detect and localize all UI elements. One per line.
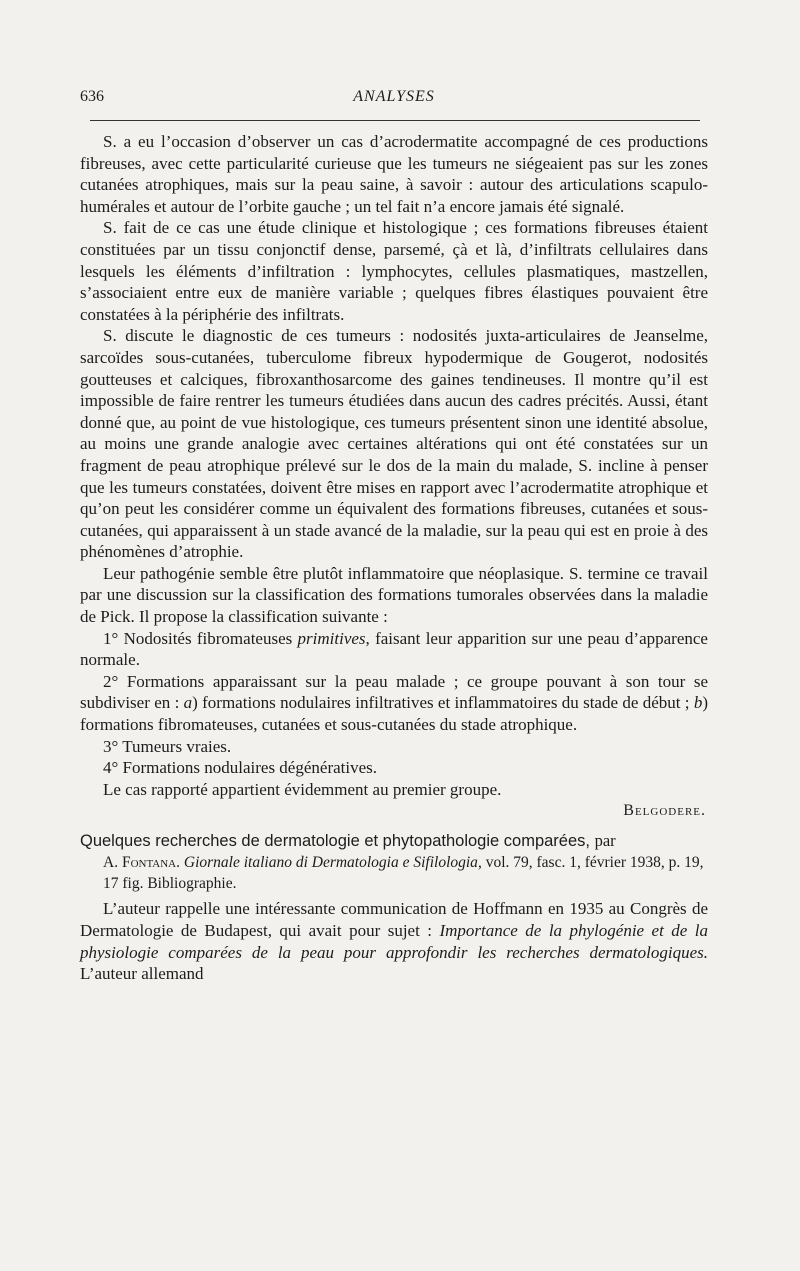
classification-item-2: 2° Formations apparaissant sur la peau malade ; ce groupe pouvant à son tour se subdiviser en : a) formations nodulaires infiltratives et inflammatoires du stade de début ; b) formations fibromateuses, cutanées et sous-cutanées du stade atrophique. [80,671,709,735]
journal: Giornale italiano di Dermatologia e Sifilologia [183,854,478,872]
paragraph: S. fait de ce cas une étude clinique et histologique ; ces formations fibreuses étaient constituées par un tissu conjonctif dense, parsemé, çà et là, d’infiltrats cellulaires dans lesquels les éléments d’infiltration : lymphocytes, cellules plasmatiques, mastzellen, s’associaient entre eux de manière variable ; quelques fibres élastiques pouvaient être constatées à la périphérie des infiltrats. [80,218,708,324]
classification-item-3: 3° Tumeurs vraies. [103,736,232,756]
classification-item-1: 1° Nodosités fibromateuses primitives, faisant leur apparition sur une peau d’apparence normale. [80,628,708,670]
paragraph: S. discute le diagnostic de ces tumeurs : nodosités juxta-articulaires de Jeanselme, sarcoïdes sous-cutanées, tuberculome fibreux hypodermique de Gougerot, nodosités goutteuses et calciques, fibroxanthosarcome des gaines tendineuses. Il montre qu’il est impossible de faire rentrer les tumeurs étudiées dans aucun des cadres précités. Aussi, étant donné que, au point de vue histologique, ces tumeurs présentent sinon une identité absolue, au moins une grande analogie avec certaines altérations qui ont été constatées sur un fragment de peau atrophique prélevé sur le dos de la main du malade, S. incline à penser que les tumeurs constatées, doivent être mises en rapport avec l’acrodermatite atrophique et qu’on peut les considérer comme un équivalent des formations fibreuses, cutanées et sous-cutanées, qui apparaissent à un stade avancé de la maladie, sur la peau qui est en proie à des phénomènes d’atrophie. [80,326,708,562]
paragraph: Leur pathogénie semble être plutôt inflammatoire que néoplasique. S. termine ce travail par une discussion sur la classification des formations tumorales observées dans la maladie de Pick. Il propose la classification suivante : [80,563,708,627]
emphasis: primitives [297,628,366,648]
header-rule [90,120,700,121]
article-body [80,131,708,985]
article-title: Quelques recherches de dermatologie et phytopathologie comparées, par [80,831,616,851]
paragraph: L’auteur rappelle une intéressante communication de Hoffmann en 1935 au Congrès de Dermatologie de Budapest, qui avait pour sujet : Importance de la phylogénie et de la physiologie comparées de la peau pour approfondir les recherches dermatologiques. L’auteur allemand [80,899,708,984]
page-number: 636 [80,88,104,105]
article-reference: A. Fontana. Giornale italiano di Dermatologia e Sifilologia, vol. 79, fasc. 1, février 1938, p. 19, 17 fig. Bibliographie. [103,854,704,893]
signature: Belgodere. [623,802,706,820]
classification-item-4: 4° Formations nodulaires dégénératives. [103,758,378,778]
conclusion: Le cas rapporté appartient évidemment au premier groupe. [103,779,502,799]
running-head: ANALYSES [353,88,435,105]
paragraph: S. a eu l’occasion d’observer un cas d’acrodermatite accompagné de ces productions fibreuses, avec cette particularité curieuse que les tumeurs ne siégeaient pas sur les zones cutanées atrophiques, mais sur la peau saine, à savoir : autour des articulations scapulo-humérales et autour de l’orbite gauche ; un tel fait n’a encore jamais été signalé. [80,132,708,216]
page-header [80,88,708,112]
author: A. Fontana. [103,854,180,872]
